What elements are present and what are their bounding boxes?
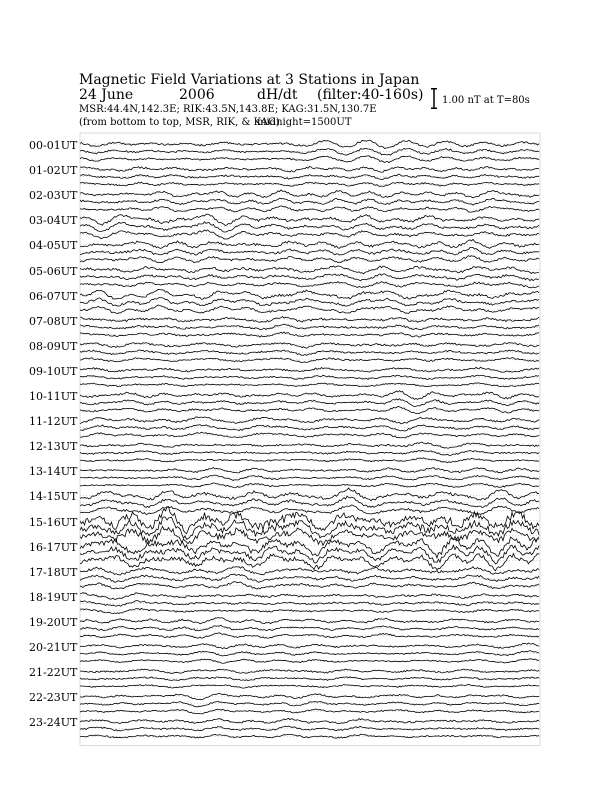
trace-kag-03-04UT [80,214,539,226]
trace-rik-05-06UT [80,274,539,281]
trace-kag-08-09UT [80,342,539,348]
trace-msr-04-05UT [80,256,539,263]
trace-kag-02-03UT [80,190,539,198]
trace-msr-19-20UT [80,633,539,638]
date-year: 2006 [179,87,215,103]
hour-label: 18-19UT [29,590,78,604]
trace-msr-17-18UT [80,582,539,589]
trace-kag-16-17UT [80,537,539,558]
quantity-label: dH/dt [257,87,298,103]
hour-label: 17-18UT [29,565,78,579]
trace-kag-05-06UT [80,266,539,274]
trace-rik-00-01UT [80,148,539,155]
hour-label: 10-11UT [29,390,78,403]
trace-kag-22-23UT [80,694,539,700]
filter-label: (filter:40-160s) [317,87,424,103]
trace-kag-15-16UT [80,507,539,534]
trace-rik-04-05UT [80,247,539,255]
hour-label: 21-22UT [29,666,78,680]
trace-msr-14-15UT [80,505,539,515]
station-order-note: (from bottom to top, MSR, RIK, & KAG) [79,117,280,128]
station-coordinates: MSR:44.4N,142.3E; RIK:43.5N,143.8E; KAG:31.5N,130.7E [79,104,377,115]
trace-msr-08-09UT [80,358,539,363]
hour-label: 03-04UT [29,214,78,228]
hour-label: 05-06UT [29,264,78,278]
trace-rik-22-23UT [80,701,539,707]
trace-msr-06-07UT [80,305,539,314]
trace-msr-23-24UT [80,734,539,738]
hour-label: 20-21UT [29,641,78,654]
hour-label: 01-02UT [29,164,78,178]
trace-msr-22-23UT [80,709,539,714]
trace-rik-08-09UT [80,350,539,355]
trace-rik-07-08UT [80,324,539,330]
hour-label: 22-23UT [29,691,78,705]
trace-kag-20-21UT [80,643,539,649]
trace-msr-13-14UT [80,483,539,488]
hour-label: 15-16UT [29,515,78,529]
hour-label: 00-01UT [29,139,78,152]
trace-kag-14-15UT [80,488,539,501]
trace-kag-09-10UT [80,367,539,372]
trace-rik-11-12UT [80,425,539,431]
trace-rik-23-24UT [80,726,539,731]
hour-label: 23-24UT [29,716,78,730]
hour-label: 07-08UT [29,314,78,328]
hour-label: 11-12UT [29,415,78,429]
trace-kag-19-20UT [80,618,539,624]
trace-rik-03-04UT [80,222,539,232]
trace-kag-06-07UT [80,289,539,299]
trace-kag-01-02UT [80,167,539,173]
hour-label: 12-13UT [29,440,78,454]
hour-label: 09-10UT [29,364,78,378]
chart-title: Magnetic Field Variations at 3 Stations in Japan [79,72,420,88]
trace-kag-00-01UT [80,140,539,148]
hour-label: 08-09UT [29,339,78,353]
trace-msr-00-01UT [80,156,539,163]
trace-kag-23-24UT [80,718,539,723]
hour-label: 14-15UT [29,490,78,504]
hour-label: 19-20UT [29,615,78,629]
trace-rik-06-07UT [80,297,539,306]
hour-label: 02-03UT [29,189,78,203]
date-day: 24 June [79,87,134,103]
trace-msr-10-11UT [80,406,539,413]
midnight-note: midnight=1500UT [257,117,352,128]
trace-kag-11-12UT [80,417,539,424]
scale-label: 1.00 nT at T=80s [442,95,530,106]
hour-label: 13-14UT [29,465,78,479]
hour-label: 04-05UT [29,239,78,253]
trace-msr-01-02UT [80,182,539,186]
trace-kag-07-08UT [80,316,539,322]
trace-rik-09-10UT [80,375,539,379]
hour-label: 06-07UT [29,289,78,303]
hour-label: 16-17UT [29,540,78,554]
trace-rik-20-21UT [80,651,539,656]
trace-rik-19-20UT [80,625,539,630]
